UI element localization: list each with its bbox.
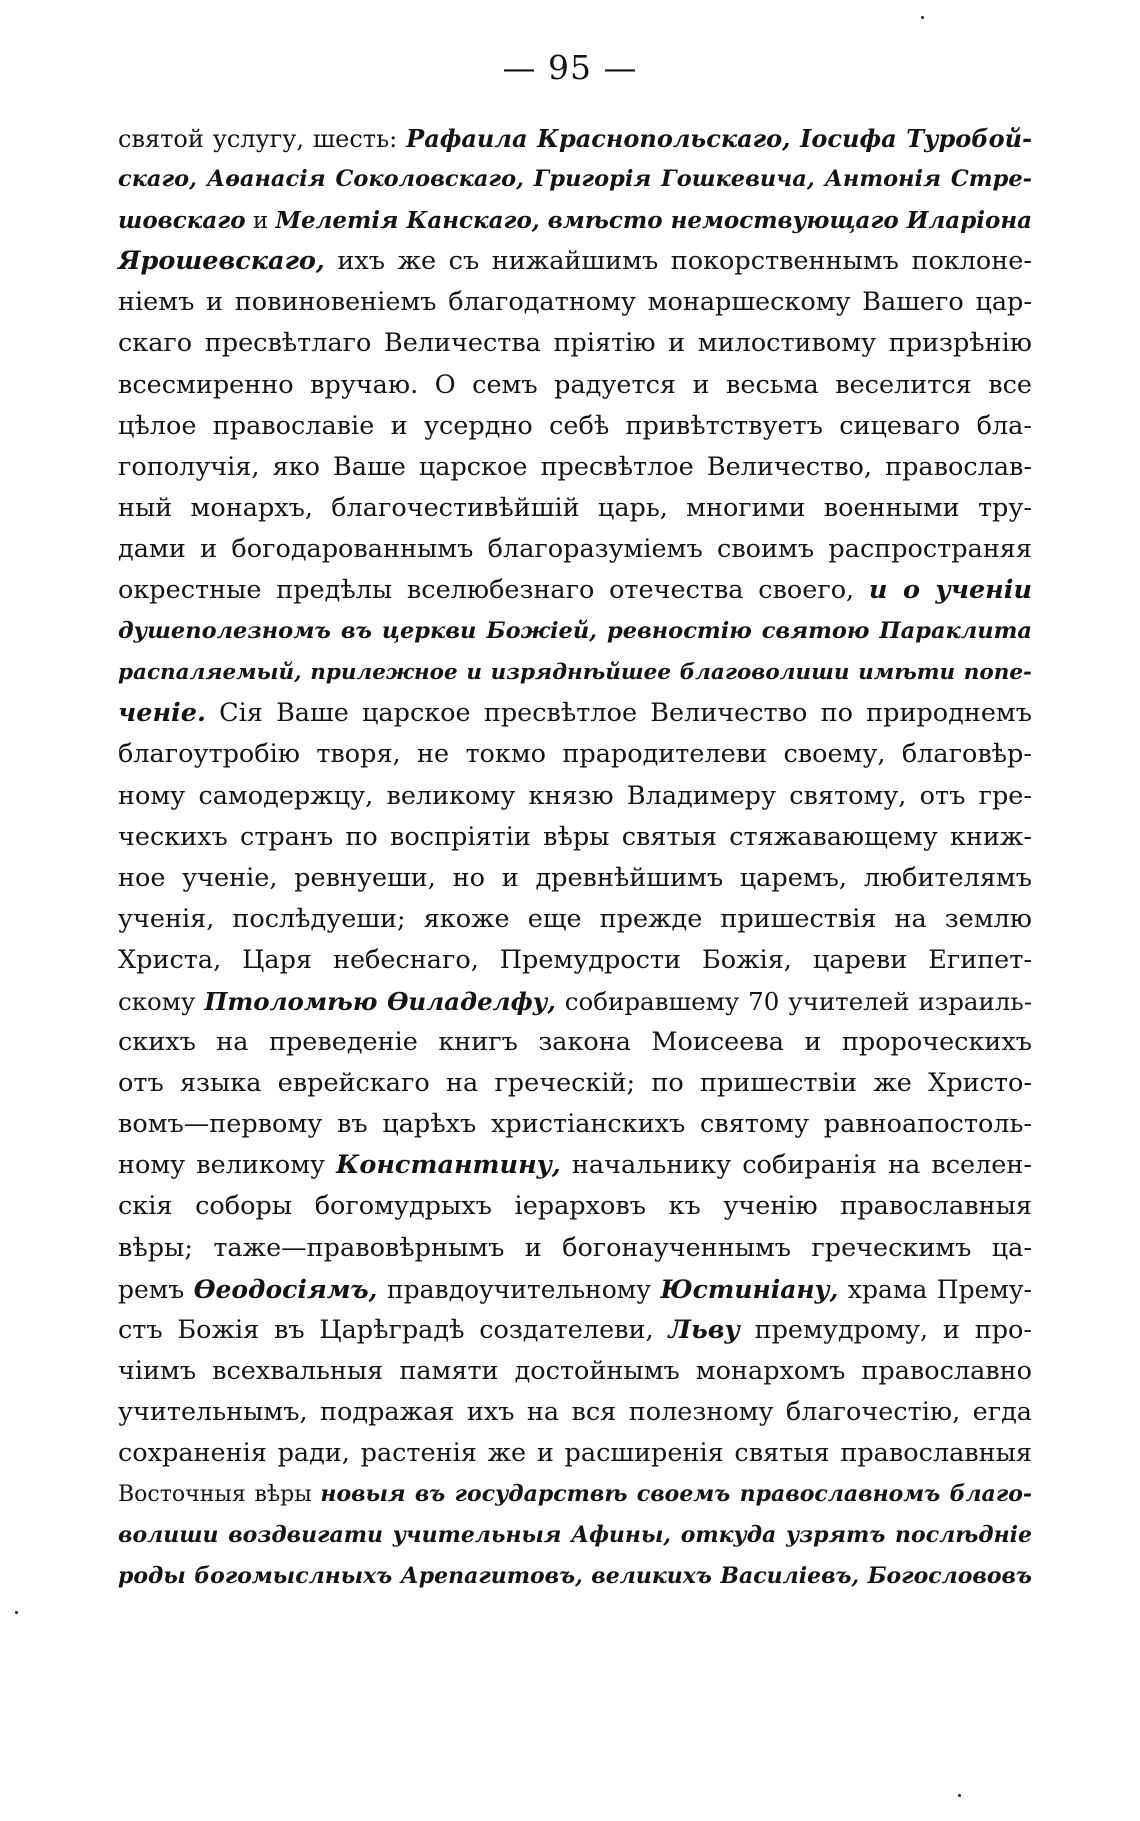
text-segment: скія соборы богомудрыхъ іерарховъ къ ученію православныя [118, 1191, 1032, 1222]
italic-segment: Константину, [336, 1150, 561, 1181]
italic-segment: и о ученіи [868, 575, 1032, 606]
text-segment: ученія, послѣдуеши; якоже еще прежде пришествія на землю [118, 903, 1032, 934]
text-line [118, 570, 1032, 611]
italic-segment: распаляемый, прилежное и изряднѣйшее благоволиши имѣти попе- [118, 660, 1032, 686]
italic-segment: Рафаила Краснопольскаго, Iосифа Туробой- [406, 124, 1033, 153]
text-line [118, 899, 1032, 940]
italic-segment: Юстиніану, [660, 1274, 839, 1304]
text-line [118, 365, 1032, 406]
text-segment: Сія Ваше царское пресвѣтлое Величество по природнемъ [205, 698, 1032, 729]
text-line [118, 1145, 1032, 1186]
text-line [118, 858, 1032, 899]
text-segment: гополучія, яко Ваше царское пресвѣтлое Величество, православ- [118, 451, 1032, 482]
text-line [118, 406, 1032, 447]
italic-segment: скаго, Аѳанасія Соколовскаго, Григорія Гошкевича, Антонія Стре- [118, 166, 1032, 193]
text-line [118, 1269, 1032, 1310]
text-line [118, 981, 1032, 1022]
text-line [118, 1228, 1032, 1269]
text-line [118, 776, 1032, 817]
text-segment: всесмиренно вручаю. О семъ радуется и весьма веселится все [118, 369, 1032, 400]
text-segment: благоутробію творя, не токмо прародителеви своему, благовѣр- [118, 739, 1032, 770]
text-segment: правдоучительному [377, 1274, 661, 1304]
italic-segment: Ѳеодосіямъ, [193, 1274, 378, 1304]
page-number: — 95 — [502, 48, 638, 87]
text-segment: премудрому, и про- [739, 1314, 1033, 1345]
italic-segment: Ярошевскаго, [118, 246, 325, 277]
text-line [118, 529, 1032, 570]
text-line [118, 940, 1032, 981]
print-speck [921, 16, 924, 19]
text-segment: учительнымъ, подражая ихъ на вся полезному благочестію, егда [118, 1396, 1032, 1427]
body-text [118, 118, 1032, 1597]
italic-segment: душеполезномъ въ церкви Божіей, ревностію святою Параклита [118, 618, 1032, 645]
text-line [118, 1392, 1032, 1433]
text-segment: ному великому [118, 1150, 337, 1181]
text-line [118, 118, 1032, 159]
italic-segment: Льву [668, 1314, 740, 1345]
text-segment: начальнику собиранія на вселен- [560, 1150, 1033, 1181]
print-speck [15, 1611, 18, 1614]
text-line [118, 1104, 1032, 1145]
italic-segment: ченіе. [118, 698, 206, 729]
text-line [118, 817, 1032, 858]
text-segment: отъ языка еврейскаго на греческій; по пришествіи же Христо- [118, 1068, 1032, 1099]
text-line [118, 1022, 1032, 1063]
text-segment: скихъ на преведеніе книгъ закона Моисеева и пророческихъ [118, 1027, 1032, 1058]
text-line [118, 693, 1032, 734]
text-line [118, 1515, 1032, 1556]
text-line [118, 241, 1032, 282]
text-segment: храма Прему- [838, 1274, 1032, 1304]
text-segment: ніемъ и повиновеніемъ благодатному монаршескому Вашего цар- [118, 287, 1032, 318]
italic-segment: Птоломѣю Ѳиладелфу, [204, 986, 556, 1016]
text-line [118, 488, 1032, 529]
text-line [118, 200, 1032, 241]
text-segment: Восточныя вѣры [118, 1482, 321, 1508]
text-line [118, 447, 1032, 488]
italic-segment: роды богомыслныхъ Арепагитовъ, великихъ Василіевъ, Богослововъ [118, 1563, 1032, 1590]
text-line [118, 323, 1032, 364]
text-segment: скаго пресвѣтлаго Величества пріятію и милостивому призрѣнію [118, 328, 1032, 359]
italic-segment: волиши воздвигати учительныя Афины, откуда узрятъ послѣдніе [118, 1522, 1032, 1549]
text-segment: ный монархъ, благочестивѣйшій царь, многими военными тру- [118, 492, 1032, 523]
text-segment: скому [118, 986, 205, 1016]
text-line [118, 734, 1032, 775]
text-segment: дами и богодарованнымъ благоразуміемъ своимъ распространяя [118, 533, 1032, 564]
text-line [118, 611, 1032, 652]
text-segment: Христа, Царя небеснаго, Премудрости Божія, цареви Египет- [118, 944, 1032, 975]
text-line [118, 1351, 1032, 1392]
text-segment: ремъ [118, 1274, 194, 1304]
text-line [118, 159, 1032, 200]
italic-segment: Мелетія Канскаго, вмѣсто немоствующаго Иларіона [275, 207, 1033, 235]
text-segment: сохраненія ради, растенія же и расширенія святыя православныя [118, 1438, 1032, 1468]
text-line [118, 1556, 1032, 1597]
text-line [118, 652, 1032, 693]
text-line [118, 1433, 1032, 1474]
print-speck [958, 1794, 961, 1797]
italic-segment: шовскаго [118, 207, 246, 235]
text-segment: и [245, 208, 276, 235]
text-line [118, 1310, 1032, 1351]
text-segment: цѣлое православіе и усердно себѣ привѣтствуетъ сицеваго бла- [118, 410, 1032, 441]
text-line [118, 1186, 1032, 1227]
text-segment: ческихъ странъ по воспріятіи вѣры святыя стяжавающему книж- [118, 821, 1032, 852]
text-segment: ихъ же съ нижайшимъ покорственнымъ поклоне- [324, 246, 1032, 277]
text-segment: стъ Божія въ Царѣградѣ создателеви, [118, 1314, 669, 1345]
text-line [118, 1063, 1032, 1104]
text-segment: вѣры; таже—правовѣрнымъ и богонаученнымъ греческимъ ца- [118, 1232, 1032, 1263]
text-segment: святой услугу, шесть: [118, 125, 407, 153]
text-segment: вомъ—первому въ царѣхъ христіанскихъ святому равноапостоль- [118, 1109, 1032, 1140]
italic-segment: новыя въ государствѣ своемъ православномъ благо- [320, 1481, 1032, 1508]
text-segment: ное ученіе, ревнуеши, но и древнѣйшимъ царемъ, любителямъ [118, 862, 1032, 893]
text-segment: ному самодержцу, великому князю Владимеру святому, отъ гре- [118, 780, 1032, 811]
text-segment: чіимъ всехвальныя памяти достойнымъ монархомъ православно [118, 1355, 1032, 1386]
text-line [118, 1474, 1032, 1515]
text-segment: собиравшему 70 учителей израиль- [555, 986, 1033, 1016]
text-segment: окрестные предѣлы вселюбезнаго отечества своего, [118, 575, 869, 606]
text-line [118, 282, 1032, 323]
